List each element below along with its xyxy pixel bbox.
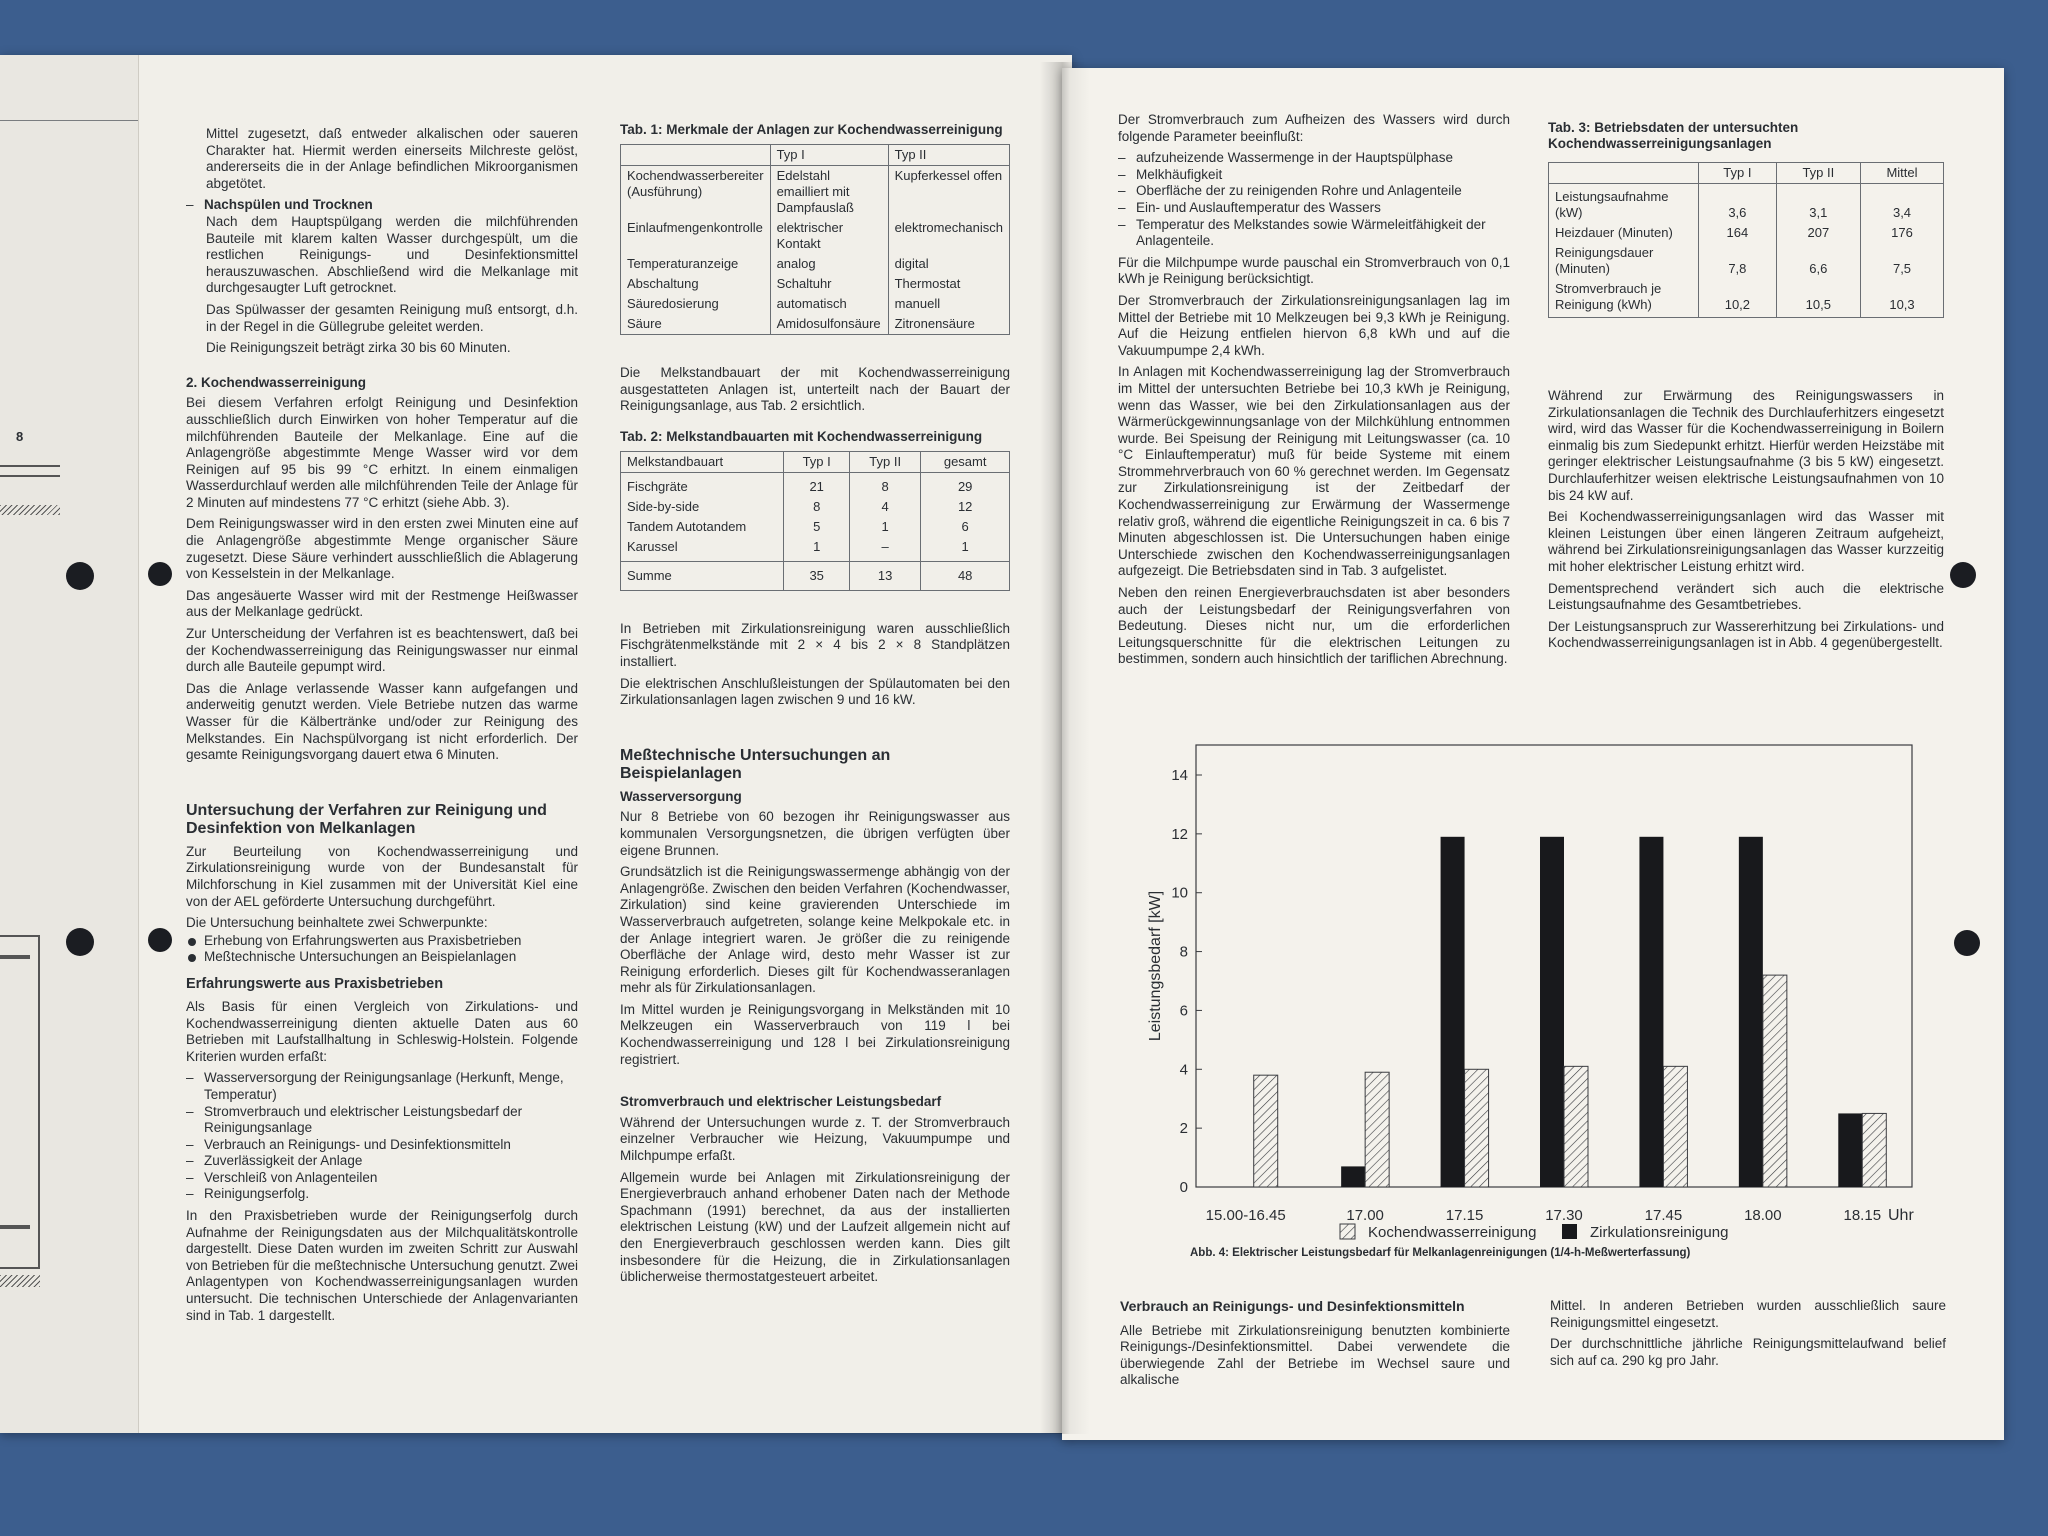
list-item: – Stromverbrauch und elektrischer Leistungsbedarf der Reinigungsanlage	[186, 1104, 578, 1137]
x-tick-label: 17.15	[1445, 1207, 1484, 1224]
table-caption: Tab. 3: Betriebsdaten der untersuchten Kochendwasserreinigungsanlagen	[1548, 120, 1799, 151]
section-heading: 2. Kochendwasserreinigung	[186, 374, 367, 390]
paragraph: Alle Betriebe mit Zirkulationsreinigung benutzten kombinierte Reinigungs-/Desinfektionsmittel. Dabei verwendete die überwiegende Zahl der Betriebe im Wechsel saure und alkalische	[1120, 1322, 1510, 1388]
table-row	[1549, 223, 1944, 243]
table-cell: Kupferkessel offen	[888, 166, 1009, 219]
table-cell: Edelstahl emailliert mit Dampfauslaß	[770, 166, 888, 219]
paragraph: Dem Reinigungswasser wird in den ersten zwei Minuten eine auf die Anlagengröße abgestimmte Menge organischer Säure zugesetzt. Diese Säure verhindert ausschließlich die Ablagerung von Kesselstein in der Melkanlage.	[186, 516, 578, 582]
x-tick-label: 18.00	[1744, 1207, 1782, 1224]
table-cell: Schaltuhr	[770, 274, 888, 294]
table-header-cell: Typ I	[770, 145, 888, 166]
list-item: – Oberfläche der zu reinigenden Rohre und Anlagenteile	[1118, 183, 1510, 200]
table-header-cell	[621, 145, 771, 166]
paragraph: Im Mittel wurden je Reinigungsvorgang in Melkständen mit 10 Melkzeugen ein Wasserverbrauch von 119 l bei Kochendwasserreinigung und 128 l bei Zirkulationsreinigung registriert.	[620, 1001, 1010, 1067]
table-cell: 1	[921, 537, 1010, 562]
bar-kochendwasserreinigung	[1465, 1069, 1489, 1187]
table-cell: 7,5	[1861, 243, 1944, 279]
table-cell: 6	[921, 517, 1010, 537]
table-cell: Einlaufmengenkontrolle	[621, 218, 771, 254]
left-column-1	[186, 126, 578, 1329]
right-bottom-right	[1550, 1298, 1946, 1374]
punch-hole	[66, 928, 94, 956]
left-column-2	[620, 122, 1010, 1291]
paragraph: Die Melkstandbauart der mit Kochendwasserreinigung ausgestatteten Anlagen ist, unterteilt nach der Bauart der Reinigungsanlage, aus Tab. 2 ersichtlich.	[620, 365, 1010, 414]
table-cell: 3,6	[1699, 184, 1777, 224]
table-cell: Stromverbrauch je Reinigung (kWh)	[1549, 279, 1699, 318]
table-row	[621, 274, 1010, 294]
bar-kochendwasserreinigung	[1254, 1075, 1278, 1187]
table-cell: 48	[921, 561, 1010, 590]
list-item: – Verschleiß von Anlagenteilen	[186, 1170, 578, 1187]
table-cell: Säure	[621, 314, 771, 335]
section-heading: Erfahrungswerte aus Praxisbetrieben	[186, 975, 444, 992]
paragraph: Neben den reinen Energieverbrauchsdaten ist aber besonders auch der Leistungsbedarf der Reinigungsverfahren von Bedeutung. Dieses nicht nur, um die erforderlichen Leitungsquerschnitte für die elektrischen Leitungen zu bestimmen, sondern auch hinsichtlich der tariflichen Abrechnung.	[1118, 585, 1510, 667]
list-item: Meßtechnische Untersuchungen an Beispielanlagen	[186, 949, 578, 966]
table-cell: 7,8	[1699, 243, 1777, 279]
table-row	[1549, 243, 1944, 279]
x-tick-label: 17.45	[1644, 1207, 1683, 1224]
paragraph: Mittel. In anderen Betrieben wurden ausschließlich saure Reinigungsmittel eingesetzt.	[1550, 1298, 1946, 1330]
paragraph: Der Stromverbrauch zum Aufheizen des Wassers wird durch folgende Parameter beeinflußt:	[1118, 112, 1510, 144]
table-cell: Amidosulfonsäure	[770, 314, 888, 335]
legend-label: Zirkulationsreinigung	[1590, 1224, 1729, 1241]
section-heading: Verbrauch an Reinigungs- und Desinfektionsmitteln	[1120, 1298, 1465, 1314]
table-cell: 3,4	[1861, 184, 1944, 224]
paragraph: Während zur Erwärmung des Reinigungswassers in Zirkulationsanlagen die Technik des Durchlauferhitzers eingesetzt wird, wird das Wasser für die Kochendwasserreinigung in Boilern einmalig bis zum Siedepunkt erhitzt. Hierfür werden Heizstäbe mit geringer elektrischer Leistungsaufnahme (3 bis 5 kW) eingesetzt. Durchlauferhitzer weisen elektrische Leistungsaufnahmen von 10 bis 24 kW auf.	[1548, 388, 1944, 503]
paragraph: Bei diesem Verfahren erfolgt Reinigung und Desinfektion ausschließlich durch Einwirken von hoher Temperatur auf die milchführenden Bauteile der Melkanlage. Eine auf die Anlagengröße abgestimmte Menge Wasser wird vor dem Reinigen auf 95 bis 99 °C erhitzt. In einem einmaligen Wasserdurchlauf werden alle milchführenden Teile der Anlage für 2 Minuten auf mindestens 77 °C erhitzt (siehe Abb. 3).	[186, 395, 578, 510]
table-2	[620, 451, 1010, 591]
table-3	[1548, 162, 1944, 318]
table-row-sum	[621, 561, 1010, 590]
table-cell: automatisch	[770, 294, 888, 314]
table-cell: Leistungsaufnahme (kW)	[1549, 184, 1699, 224]
table-cell: 29	[921, 472, 1010, 497]
section-title: Untersuchung der Verfahren zur Reinigung und Desinfektion von Melkanlagen	[186, 801, 547, 837]
table-cell: 13	[849, 561, 920, 590]
y-tick-label: 4	[1179, 1061, 1188, 1079]
bar-kochendwasserreinigung	[1862, 1113, 1886, 1187]
right-bottom-left	[1120, 1298, 1510, 1394]
table-caption: Tab. 2: Melkstandbauarten mit Kochendwasserreinigung	[620, 428, 983, 444]
table-cell: analog	[770, 254, 888, 274]
table-cell: 8	[849, 472, 920, 497]
bar-zirkulationsreinigung	[1739, 837, 1763, 1187]
table-header-cell: Melkstandbauart	[621, 451, 784, 472]
table-header-cell: Typ II	[888, 145, 1009, 166]
section-heading: Nachspülen und Trocknen	[204, 197, 373, 213]
table-row	[621, 472, 1010, 497]
left-page-previous-spread-edge	[0, 55, 139, 1433]
y-tick-label: 2	[1179, 1120, 1188, 1138]
list-item: – Zuverlässigkeit der Anlage	[186, 1153, 578, 1170]
legend-label: Kochendwasserreinigung	[1368, 1224, 1537, 1241]
table-cell: Tandem Autotandem	[621, 517, 784, 537]
diagram-label: 8	[16, 429, 24, 444]
binding-gutter	[1040, 62, 1090, 1434]
bar-kochendwasserreinigung	[1663, 1066, 1687, 1187]
table-header-cell: Typ II	[1776, 163, 1860, 184]
section-heading: Stromverbrauch und elektrischer Leistungsbedarf	[620, 1094, 942, 1110]
bar-kochendwasserreinigung	[1763, 975, 1787, 1187]
paragraph: Die Reinigungszeit beträgt zirka 30 bis 60 Minuten.	[206, 340, 511, 356]
x-tick-label: 18.15	[1843, 1207, 1882, 1224]
table-header-cell: Typ I	[784, 451, 850, 472]
paragraph: Der Leistungsanspruch zur Wassererhitzung bei Zirkulations- und Kochendwasserreinigungsanlagen ist in Abb. 4 gegenübergestellt.	[1548, 618, 1944, 651]
table-row	[1549, 279, 1944, 318]
table-cell: Fischgräte	[621, 472, 784, 497]
x-tick-label: 15.00-16.45	[1205, 1207, 1286, 1224]
legend-swatch-solid	[1562, 1224, 1577, 1239]
list-item: Erhebung von Erfahrungswerten aus Praxisbetrieben	[186, 933, 578, 950]
list-item: – Wasserversorgung der Reinigungsanlage (Herkunft, Menge, Temperatur)	[186, 1070, 578, 1103]
section-heading: Wasserversorgung	[620, 788, 742, 804]
table-cell: 21	[784, 472, 850, 497]
paragraph: Die elektrischen Anschlußleistungen der Spülautomaten bei den Zirkulationsanlagen lagen zwischen 9 und 16 kW.	[620, 675, 1010, 708]
table-cell: 6,6	[1776, 243, 1860, 279]
table-cell: 4	[849, 497, 920, 517]
table-caption: Tab. 1: Merkmale der Anlagen zur Kochendwasserreinigung	[620, 122, 1003, 137]
x-tick-label: 17.00	[1346, 1207, 1384, 1224]
paragraph: Das die Anlage verlassende Wasser kann aufgefangen und anderweitig genutzt werden. Viele Betriebe nutzen das warme Wasser für die Kälbertränke und/oder zur Reinigung des Melkstandes. Ein Nachspülvorgang ist nicht erforderlich. Der gesamte Reinigungsvorgang dauert etwa 6 Minuten.	[186, 680, 578, 763]
table-row	[621, 314, 1010, 335]
table-cell: elektrischer Kontakt	[770, 218, 888, 254]
table-header-cell: gesamt	[921, 451, 1010, 472]
paragraph: Die Untersuchung beinhaltete zwei Schwerpunkte:	[186, 915, 488, 931]
table-header-cell: Typ II	[849, 451, 920, 472]
table-cell: Zitronensäure	[888, 314, 1009, 335]
chart	[1130, 738, 1950, 1268]
table-row	[621, 497, 1010, 517]
table-cell: digital	[888, 254, 1009, 274]
punch-hole	[148, 928, 172, 952]
paragraph: In Anlagen mit Kochendwasserreinigung lag der Stromverbrauch im Mittel der untersuchten Betriebe bei 10,3 kWh je Reinigung, wenn das Wasser, wie bei den Zirkulationsanlagen aus der Wärmerückgewinnungsanlage von der Milchkühlung entnommen wurde. Bei Speisung der Reinigung mit Leitungswasser (ca. 10 °C Einlauftemperatur) muß für beide Systeme mit einem Strommehrverbrauch von 60 % gerechnet werden. Im Gegensatz zur Zirkulationsreinigung ist der Zeitbedarf der Kochendwasserreinigung zur Erwärmung der Wassermenge relativ groß, während die eigentliche Reinigungszeit in ca. 6 bis 7 Minuten abgeschlossen ist. Die Untersuchungen haben einige Unterschiede zwischen den Kochendwasserreinigungsanlagen aufgezeigt. Die Betriebsdaten sind in Tab. 3 aufgelistet.	[1118, 364, 1510, 579]
table-row	[621, 166, 1010, 219]
table-header-cell	[1549, 163, 1699, 184]
table-cell: Abschaltung	[621, 274, 771, 294]
list-item: – aufzuheizende Wassermenge in der Hauptspülphase	[1118, 150, 1510, 167]
paragraph: Nach dem Hauptspülgang werden die milchführenden Bauteile mit klarem kalten Wasser durchgespült, um die restlichen Reinigungs- und Desinfektionsmittel herauszuwaschen. Abschließend wird die Melkanlage mit durchgesaugter Luft getrocknet.	[206, 213, 578, 296]
paragraph: Nur 8 Betriebe von 60 bezogen ihr Reinigungswasser aus kommunalen Versorgungsnetzen, die übrigen verfügten über eigene Brunnen.	[620, 809, 1010, 858]
punch-hole	[148, 562, 172, 586]
table-cell: Säuredosierung	[621, 294, 771, 314]
table-cell: 1	[849, 517, 920, 537]
table-cell: Thermostat	[888, 274, 1009, 294]
table-header-cell: Typ I	[1699, 163, 1777, 184]
table-cell: 10,5	[1776, 279, 1860, 318]
x-tick-label: 17.30	[1545, 1207, 1583, 1224]
table-cell: 1	[784, 537, 850, 562]
table-cell: 8	[784, 497, 850, 517]
list-item: – Melkhäufigkeit	[1118, 167, 1510, 184]
y-tick-label: 12	[1171, 825, 1188, 843]
paragraph: In den Praxisbetrieben wurde der Reinigungserfolg durch Aufnahme der Reinigungsdaten aus der Milchqualitätskontrolle dargestellt. Diese Daten wurden im zweiten Schritt zur Auswahl von Betrieben für die meßtechnische Untersuchung genutzt. Zwei Anlagentypen von Kochendwasserreinigungsanlagen wurden untersucht. Die technischen Unterschiede der Anlagenvarianten sind in Tab. 1 dargestellt.	[186, 1208, 578, 1323]
list-item: – Reinigungserfolg.	[186, 1186, 578, 1203]
section-title: Meßtechnische Untersuchungen an Beispielanlagen	[620, 746, 891, 782]
y-tick-label: 0	[1179, 1179, 1188, 1196]
paragraph: Das angesäuerte Wasser wird mit der Restmenge Heißwasser aus der Melkanlage gedrückt.	[186, 587, 578, 620]
right-column-2	[1548, 120, 1944, 657]
paragraph: Allgemein wurde bei Anlagen mit Zirkulationsreinigung der Energieverbrauch anhand erhobener Daten nach der Methode Spachmann (1991) berechnet, da aus der installierten elektrischen Leistung (kW) und der Laufzeit allgemein nicht auf den Energieverbrauch geschlossen werden kann. Dies gilt insbesondere für die Heizung, die in Zirkulationsanlagen üblicherweise thermostatgesteuert arbeitet.	[620, 1169, 1010, 1285]
y-tick-label: 8	[1179, 943, 1188, 961]
list-item: – Temperatur des Melkstandes sowie Wärmeleitfähigkeit der Anlagenteile.	[1118, 217, 1510, 250]
bar-zirkulationsreinigung	[1540, 837, 1564, 1187]
table-cell: Summe	[621, 561, 784, 590]
paragraph: Das Spülwasser der gesamten Reinigung muß entsorgt, d.h. in der Regel in die Güllegrube geleitet werden.	[206, 301, 578, 334]
paragraph: Als Basis für einen Vergleich von Zirkulations- und Kochendwasserreinigung dienten aktuelle Daten aus 60 Betrieben mit Laufstallhaltung in Schleswig-Holstein. Folgende Kriterien wurden erfaßt:	[186, 998, 578, 1064]
punch-hole	[1954, 930, 1980, 956]
paragraph: Für die Milchpumpe wurde pauschal ein Stromverbrauch von 0,1 kWh je Reinigung berücksichtigt.	[1118, 254, 1510, 287]
paragraph: Grundsätzlich ist die Reinigungswassermenge abhängig von der Anlagengröße. Zwischen den beiden Verfahren (Kochendwasser, Zirkulation) sind keine gravierenden Unterschiede im Wasserverbrauch aufgetreten, solange keine Melkpokale etc. in der Anlage integriert waren. Je größer die zu reinigende Oberfläche der Anlage wird, desto mehr Wasser ist zur Reinigung erforderlich. Dieses gilt für Kochendwasseranlagen mehr als für Zirkulationsanlagen.	[620, 864, 1010, 996]
bar-zirkulationsreinigung	[1639, 837, 1663, 1187]
paragraph: Mittel zugesetzt, daß entweder alkalischen oder saueren Charakter hat. Hiermit werden einerseits Milchreste gelöst, andererseits die in der Anlage befindlichen Mikroorganismen abgetötet.	[206, 126, 578, 191]
paragraph: Der durchschnittliche jährliche Reinigungsmittelaufwand belief sich auf ca. 290 kg pro Jahr.	[1550, 1336, 1946, 1368]
punch-hole	[66, 562, 94, 590]
paragraph: In Betrieben mit Zirkulationsreinigung waren ausschließlich Fischgrätenmelkstände mit 2 × 4 bis 2 × 8 Standplätzen installiert.	[620, 620, 1010, 669]
diagram-fragment	[0, 55, 138, 1433]
table-row	[621, 537, 1010, 562]
table-cell: manuell	[888, 294, 1009, 314]
bar-kochendwasserreinigung	[1564, 1066, 1588, 1187]
table-cell: 3,1	[1776, 184, 1860, 224]
table-cell: –	[849, 537, 920, 562]
table-cell: 164	[1699, 223, 1777, 243]
y-tick-label: 6	[1179, 1002, 1188, 1020]
list-item: – Ein- und Auslauftemperatur des Wassers	[1118, 200, 1510, 217]
table-1	[620, 144, 1010, 335]
legend-swatch-hatched	[1340, 1224, 1355, 1239]
punch-hole	[1950, 562, 1976, 588]
table-header-cell: Mittel	[1861, 163, 1944, 184]
paragraph: Dementsprechend verändert sich auch die elektrische Leistungsaufnahme des Gesamtbetriebes.	[1548, 580, 1944, 613]
table-cell: 5	[784, 517, 850, 537]
y-tick-label: 14	[1171, 767, 1188, 784]
table-cell: 176	[1861, 223, 1944, 243]
table-cell: Karussel	[621, 537, 784, 562]
paragraph: Während der Untersuchungen wurde z. T. der Stromverbrauch einzelner Verbraucher wie Heizung, Vakuumpumpe und Milchpumpe erfaßt.	[620, 1114, 1010, 1164]
x-axis-unit: Uhr	[1888, 1207, 1914, 1224]
list-item: – Verbrauch an Reinigungs- und Desinfektionsmitteln	[186, 1137, 578, 1154]
paragraph: Zur Beurteilung von Kochendwasserreinigung und Zirkulationsreinigung wurde von der Bundesanstalt für Milchforschung in Kiel zusammen mit der Universität Kiel eine von der AEL geförderte Untersuchung durchgeführt.	[186, 843, 578, 909]
table-row	[621, 218, 1010, 254]
table-cell: 10,3	[1861, 279, 1944, 318]
table-cell: Kochendwasserbereiter (Ausführung)	[621, 166, 771, 219]
table-cell: 12	[921, 497, 1010, 517]
bar-zirkulationsreinigung	[1441, 837, 1465, 1187]
paragraph: Der Stromverbrauch der Zirkulationsreinigungsanlagen lag im Mittel der Betriebe mit 10 Melkzeugen bei 9,3 kWh je Reinigung. Auf die Heizung entfielen hiervon 6,8 kWh und auf die Vakuumpumpe 2,4 kWh.	[1118, 292, 1510, 358]
y-tick-label: 10	[1171, 884, 1188, 902]
table-row	[621, 254, 1010, 274]
table-row	[1549, 184, 1944, 224]
bar-kochendwasserreinigung	[1365, 1072, 1389, 1187]
paragraph: Zur Unterscheidung der Verfahren ist es beachtenswert, daß bei der Kochendwasserreinigung das Reinigungswasser nur einmal durch alle Bauteile gepumpt wird.	[186, 626, 578, 675]
bar-zirkulationsreinigung	[1341, 1166, 1365, 1187]
figure-abb-4	[1130, 738, 1950, 1268]
paragraph: Bei Kochendwasserreinigungsanlagen wird das Wasser mit kleinen Leistungen über einen längeren Zeitraum aufgeheizt, während bei Zirkulationsreinigungsanlagen das Wasser kurzzeitig mit hoher elektrischer Leistung erhitzt wird.	[1548, 509, 1944, 574]
table-cell: 207	[1776, 223, 1860, 243]
table-cell: 35	[784, 561, 850, 590]
table-row	[621, 517, 1010, 537]
y-axis-label: Leistungsbedarf [kW]	[1147, 890, 1164, 1042]
bar-zirkulationsreinigung	[1838, 1113, 1862, 1187]
right-column-1	[1118, 112, 1510, 673]
legend	[1340, 1224, 1728, 1241]
table-cell: Side-by-side	[621, 497, 784, 517]
table-row	[621, 294, 1010, 314]
table-cell: Reinigungsdauer (Minuten)	[1549, 243, 1699, 279]
table-cell: elektromechanisch	[888, 218, 1009, 254]
table-cell: 10,2	[1699, 279, 1777, 318]
table-cell: Temperaturanzeige	[621, 254, 771, 274]
table-cell: Heizdauer (Minuten)	[1549, 223, 1699, 243]
figure-caption: Abb. 4: Elektrischer Leistungsbedarf für Melkanlagenreinigungen (1/4-h-Meßwerterfassung)	[1190, 1247, 1691, 1259]
